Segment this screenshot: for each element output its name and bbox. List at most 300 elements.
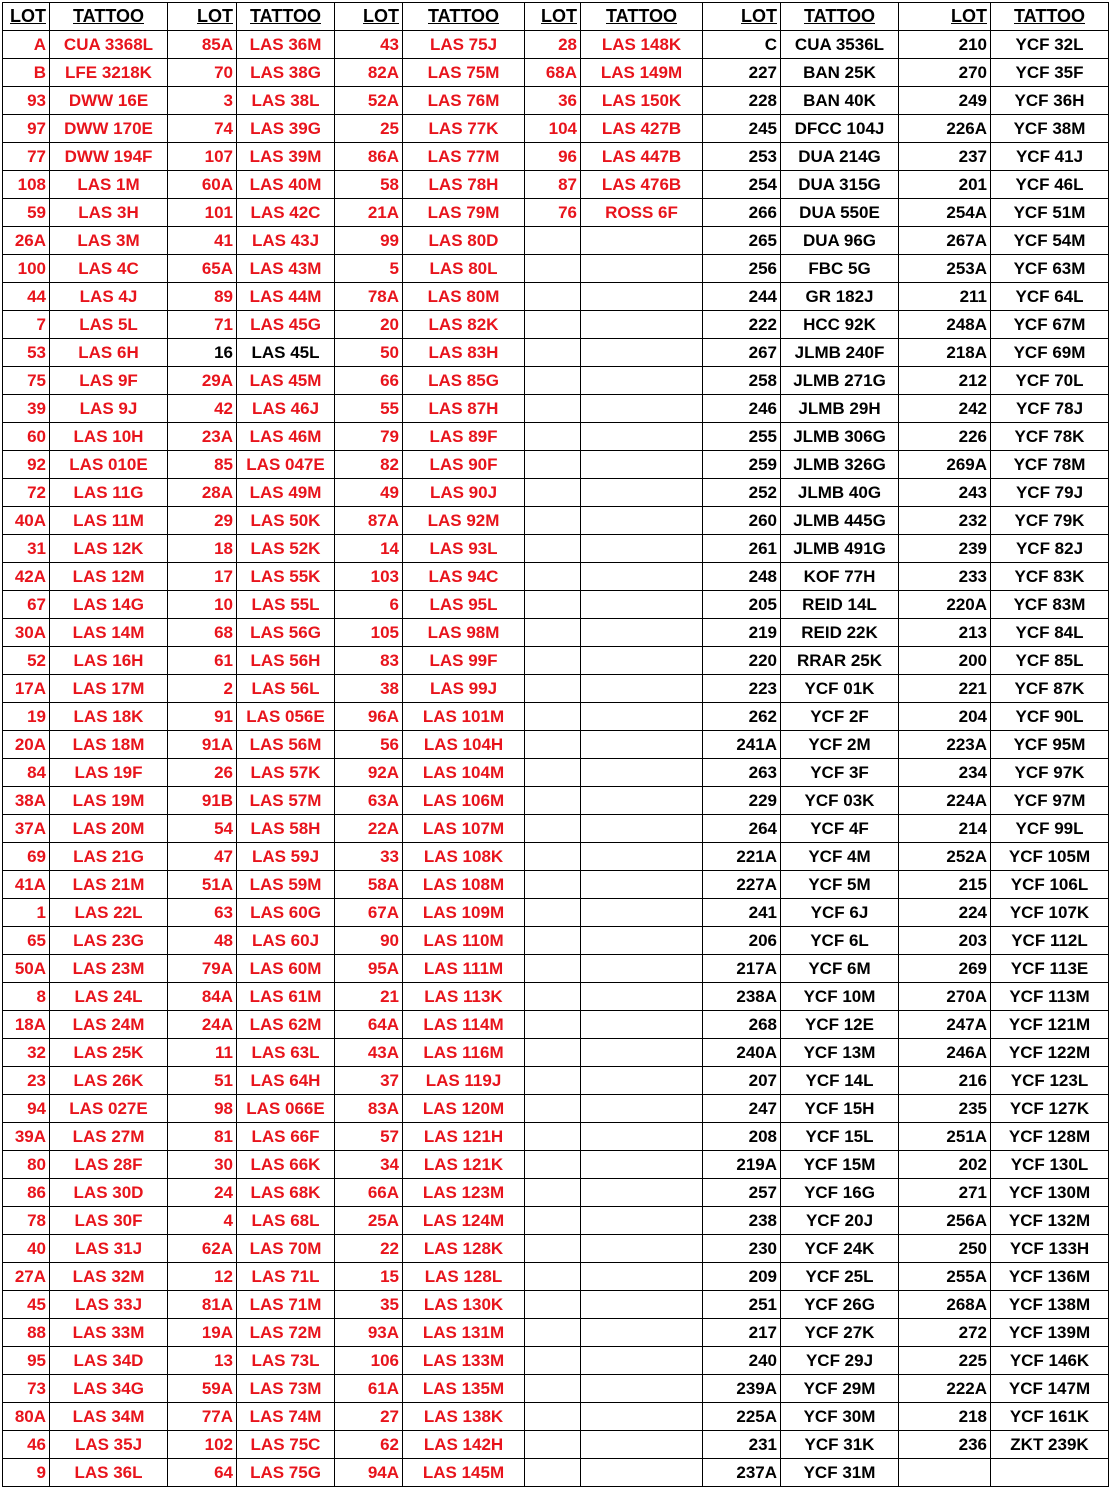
tattoo-cell: JLMB 491G <box>781 535 899 563</box>
lot-cell: 58 <box>335 171 403 199</box>
lot-cell: 212 <box>899 367 991 395</box>
tattoo-cell: LAS 99F <box>403 647 525 675</box>
lot-cell: 255A <box>899 1263 991 1291</box>
table-row <box>3 423 1109 451</box>
tattoo-cell: YCF 46L <box>991 171 1109 199</box>
lot-cell: 58A <box>335 871 403 899</box>
lot-cell: 201 <box>899 171 991 199</box>
tattoo-cell: LAS 3H <box>50 199 168 227</box>
tattoo-cell: LAS 14G <box>50 591 168 619</box>
lot-cell: 220 <box>703 647 781 675</box>
lot-cell: 11 <box>168 1039 237 1067</box>
lot-cell: 250 <box>899 1235 991 1263</box>
tattoo-cell: JLMB 326G <box>781 451 899 479</box>
tattoo-cell: LAS 56G <box>237 619 335 647</box>
lot-cell: 51A <box>168 871 237 899</box>
tattoo-cell: LAS 010E <box>50 451 168 479</box>
tattoo-cell: LAS 056E <box>237 703 335 731</box>
lot-cell: A <box>3 31 50 59</box>
table-row <box>3 1179 1109 1207</box>
lot-cell: 232 <box>899 507 991 535</box>
lot-cell: 40 <box>3 1235 50 1263</box>
tattoo-cell: LAS 30D <box>50 1179 168 1207</box>
lot-cell <box>525 1319 581 1347</box>
lot-cell <box>525 367 581 395</box>
lot-cell <box>525 1235 581 1263</box>
tattoo-cell: DWW 170E <box>50 115 168 143</box>
tattoo-cell: LAS 30F <box>50 1207 168 1235</box>
tattoo-cell: YCF 138M <box>991 1291 1109 1319</box>
tattoo-cell: REID 14L <box>781 591 899 619</box>
tattoo-cell: YCF 130M <box>991 1179 1109 1207</box>
col-header-lot: LOT <box>899 3 991 31</box>
lot-cell: 66A <box>335 1179 403 1207</box>
tattoo-cell: LAS 17M <box>50 675 168 703</box>
lot-cell: 9 <box>3 1459 50 1487</box>
table-row <box>3 1151 1109 1179</box>
tattoo-cell <box>581 787 703 815</box>
col-header-tattoo: TATTOO <box>237 3 335 31</box>
lot-cell <box>525 927 581 955</box>
lot-cell: 239A <box>703 1375 781 1403</box>
lot-cell: 48 <box>168 927 237 955</box>
tattoo-cell: LAS 447B <box>581 143 703 171</box>
tattoo-cell: LAS 80L <box>403 255 525 283</box>
tattoo-cell: YCF 29M <box>781 1375 899 1403</box>
lot-cell: 244 <box>703 283 781 311</box>
tattoo-cell: YCF 15H <box>781 1095 899 1123</box>
tattoo-cell: YCF 30M <box>781 1403 899 1431</box>
tattoo-cell: LFE 3218K <box>50 59 168 87</box>
tattoo-cell: LAS 138K <box>403 1403 525 1431</box>
lot-cell: 41 <box>168 227 237 255</box>
table-row <box>3 731 1109 759</box>
lot-cell <box>525 563 581 591</box>
lot-cell: 95A <box>335 955 403 983</box>
tattoo-cell: LAS 77M <box>403 143 525 171</box>
tattoo-cell: YCF 15L <box>781 1123 899 1151</box>
tattoo-cell: YCF 32L <box>991 31 1109 59</box>
lot-cell <box>525 899 581 927</box>
tattoo-cell: LAS 36L <box>50 1459 168 1487</box>
lot-cell <box>899 1459 991 1487</box>
tattoo-cell: YCF 63M <box>991 255 1109 283</box>
tattoo-cell <box>581 1151 703 1179</box>
tattoo-cell: HCC 92K <box>781 311 899 339</box>
tattoo-cell: JLMB 29H <box>781 395 899 423</box>
tattoo-cell: LAS 027E <box>50 1095 168 1123</box>
tattoo-cell <box>581 479 703 507</box>
tattoo-cell: LAS 21G <box>50 843 168 871</box>
tattoo-cell: LAS 49M <box>237 479 335 507</box>
lot-cell: 40A <box>3 507 50 535</box>
tattoo-cell: KOF 77H <box>781 563 899 591</box>
tattoo-cell: JLMB 445G <box>781 507 899 535</box>
tattoo-cell: YCF 20J <box>781 1207 899 1235</box>
tattoo-cell: YCF 99L <box>991 815 1109 843</box>
tattoo-cell: YCF 78M <box>991 451 1109 479</box>
lot-cell: 46 <box>3 1431 50 1459</box>
tattoo-cell <box>581 1067 703 1095</box>
tattoo-cell: YCF 79K <box>991 507 1109 535</box>
table-row <box>3 395 1109 423</box>
tattoo-cell <box>581 1403 703 1431</box>
tattoo-cell: YCF 90L <box>991 703 1109 731</box>
lot-cell: 242 <box>899 395 991 423</box>
table-row <box>3 619 1109 647</box>
tattoo-cell: BAN 25K <box>781 59 899 87</box>
lot-cell: 239 <box>899 535 991 563</box>
lot-cell: 105 <box>335 619 403 647</box>
tattoo-cell: LAS 82K <box>403 311 525 339</box>
tattoo-cell: LAS 45L <box>237 339 335 367</box>
lot-cell: 44 <box>3 283 50 311</box>
lot-cell: 96 <box>525 143 581 171</box>
tattoo-cell: DUA 550E <box>781 199 899 227</box>
tattoo-cell <box>581 367 703 395</box>
lot-cell: 226 <box>899 423 991 451</box>
lot-cell: 43A <box>335 1039 403 1067</box>
lot-cell: 53 <box>3 339 50 367</box>
lot-cell: 29 <box>168 507 237 535</box>
tattoo-cell: LAS 18K <box>50 703 168 731</box>
lot-cell: 249 <box>899 87 991 115</box>
col-header-tattoo: TATTOO <box>581 3 703 31</box>
table-row <box>3 843 1109 871</box>
lot-cell: 74 <box>168 115 237 143</box>
tattoo-cell: YCF 128M <box>991 1123 1109 1151</box>
tattoo-cell: LAS 12M <box>50 563 168 591</box>
table-row <box>3 759 1109 787</box>
tattoo-cell: JLMB 40G <box>781 479 899 507</box>
lot-cell: 264 <box>703 815 781 843</box>
tattoo-cell <box>581 647 703 675</box>
lot-cell: 50A <box>3 955 50 983</box>
lot-cell: 25A <box>335 1207 403 1235</box>
lot-cell <box>525 507 581 535</box>
lot-cell: 258 <box>703 367 781 395</box>
lot-cell <box>525 1403 581 1431</box>
tattoo-cell: LAS 149M <box>581 59 703 87</box>
tattoo-cell: YCF 107K <box>991 899 1109 927</box>
lot-cell: 59 <box>3 199 50 227</box>
tattoo-cell: YCF 146K <box>991 1347 1109 1375</box>
lot-cell: 240 <box>703 1347 781 1375</box>
lot-cell: 39A <box>3 1123 50 1151</box>
lot-cell: 68A <box>525 59 581 87</box>
lot-cell: 84 <box>3 759 50 787</box>
tattoo-cell: ZKT 239K <box>991 1431 1109 1459</box>
lot-cell: 271 <box>899 1179 991 1207</box>
lot-cell: 12 <box>168 1263 237 1291</box>
lot-cell: 229 <box>703 787 781 815</box>
lot-cell: 227 <box>703 59 781 87</box>
tattoo-cell: LAS 4C <box>50 255 168 283</box>
lot-cell: 240A <box>703 1039 781 1067</box>
table-row <box>3 983 1109 1011</box>
lot-cell <box>525 339 581 367</box>
lot-cell: 70 <box>168 59 237 87</box>
lot-cell: 56 <box>335 731 403 759</box>
table-row <box>3 1207 1109 1235</box>
lot-cell: 235 <box>899 1095 991 1123</box>
lot-cell: 253A <box>899 255 991 283</box>
lot-cell: 223A <box>899 731 991 759</box>
tattoo-cell <box>581 815 703 843</box>
lot-cell: 19A <box>168 1319 237 1347</box>
table-row <box>3 143 1109 171</box>
lot-cell <box>525 1151 581 1179</box>
lot-cell: 20A <box>3 731 50 759</box>
tattoo-cell: LAS 22L <box>50 899 168 927</box>
tattoo-cell <box>581 927 703 955</box>
lot-cell: 81A <box>168 1291 237 1319</box>
lot-cell: 26A <box>3 227 50 255</box>
lot-cell: 218A <box>899 339 991 367</box>
table-row <box>3 1235 1109 1263</box>
lot-cell <box>525 1375 581 1403</box>
lot-cell: 246 <box>703 395 781 423</box>
lot-cell: 79 <box>335 423 403 451</box>
tattoo-cell <box>581 955 703 983</box>
lot-cell: 247A <box>899 1011 991 1039</box>
lot-cell: 65A <box>168 255 237 283</box>
tattoo-cell: JLMB 240F <box>781 339 899 367</box>
tattoo-cell: GR 182J <box>781 283 899 311</box>
tattoo-cell <box>581 731 703 759</box>
lot-cell <box>525 815 581 843</box>
col-header-tattoo: TATTOO <box>991 3 1109 31</box>
lot-cell: 80A <box>3 1403 50 1431</box>
lot-cell: 60 <box>3 423 50 451</box>
tattoo-cell: LAS 28F <box>50 1151 168 1179</box>
lot-cell: 2 <box>168 675 237 703</box>
lot-cell <box>525 675 581 703</box>
tattoo-cell <box>581 1319 703 1347</box>
tattoo-cell: LAS 52K <box>237 535 335 563</box>
tattoo-cell: YCF 70L <box>991 367 1109 395</box>
table-row <box>3 1067 1109 1095</box>
table-row <box>3 647 1109 675</box>
lot-cell: 234 <box>899 759 991 787</box>
lot-cell: 25 <box>335 115 403 143</box>
table-row <box>3 927 1109 955</box>
tattoo-cell <box>581 311 703 339</box>
tattoo-cell <box>581 1179 703 1207</box>
tattoo-cell: YCF 97M <box>991 787 1109 815</box>
tattoo-cell: LAS 94C <box>403 563 525 591</box>
tattoo-cell: LAS 75M <box>403 59 525 87</box>
lot-cell: 106 <box>335 1347 403 1375</box>
tattoo-cell: DUA 214G <box>781 143 899 171</box>
tattoo-cell: LAS 066E <box>237 1095 335 1123</box>
tattoo-cell: LAS 60J <box>237 927 335 955</box>
lot-cell: 204 <box>899 703 991 731</box>
tattoo-cell <box>991 1459 1109 1487</box>
lot-cell: 228 <box>703 87 781 115</box>
lot-cell: 260 <box>703 507 781 535</box>
lot-cell: 1 <box>3 899 50 927</box>
lot-cell: 84A <box>168 983 237 1011</box>
lot-cell: 203 <box>899 927 991 955</box>
tattoo-cell <box>581 451 703 479</box>
table-row <box>3 227 1109 255</box>
tattoo-cell: JLMB 306G <box>781 423 899 451</box>
lot-cell: 60A <box>168 171 237 199</box>
table-row <box>3 339 1109 367</box>
tattoo-cell: LAS 6H <box>50 339 168 367</box>
table-row <box>3 1011 1109 1039</box>
lot-cell: 231 <box>703 1431 781 1459</box>
tattoo-cell: YCF 26G <box>781 1291 899 1319</box>
tattoo-cell: LAS 42C <box>237 199 335 227</box>
lot-cell: 83A <box>335 1095 403 1123</box>
lot-cell: 97 <box>3 115 50 143</box>
lot-cell: 42A <box>3 563 50 591</box>
tattoo-cell: LAS 5L <box>50 311 168 339</box>
lot-cell: 82A <box>335 59 403 87</box>
lot-cell: 241A <box>703 731 781 759</box>
tattoo-cell: LAS 31J <box>50 1235 168 1263</box>
tattoo-cell: LAS 35J <box>50 1431 168 1459</box>
tattoo-cell: LAS 92M <box>403 507 525 535</box>
lot-cell: 5 <box>335 255 403 283</box>
tattoo-cell: YCF 24K <box>781 1235 899 1263</box>
tattoo-cell: BAN 40K <box>781 87 899 115</box>
tattoo-cell <box>581 507 703 535</box>
lot-cell: 27 <box>335 1403 403 1431</box>
lot-cell <box>525 1431 581 1459</box>
tattoo-cell: YCF 97K <box>991 759 1109 787</box>
tattoo-cell: LAS 98M <box>403 619 525 647</box>
tattoo-cell <box>581 339 703 367</box>
tattoo-cell: LAS 11G <box>50 479 168 507</box>
lot-cell: 227A <box>703 871 781 899</box>
tattoo-cell: LAS 133M <box>403 1347 525 1375</box>
tattoo-cell: LAS 130K <box>403 1291 525 1319</box>
tattoo-cell: LAS 60M <box>237 955 335 983</box>
lot-cell: 256A <box>899 1207 991 1235</box>
tattoo-cell: LAS 64H <box>237 1067 335 1095</box>
tattoo-cell: LAS 21M <box>50 871 168 899</box>
tattoo-cell: LAS 32M <box>50 1263 168 1291</box>
lot-cell <box>525 311 581 339</box>
tattoo-cell: YCF 35F <box>991 59 1109 87</box>
tattoo-cell: LAS 18M <box>50 731 168 759</box>
tattoo-cell: LAS 24L <box>50 983 168 1011</box>
tattoo-cell <box>581 1207 703 1235</box>
lot-cell: 39 <box>3 395 50 423</box>
tattoo-cell: LAS 83H <box>403 339 525 367</box>
tattoo-cell: FBC 5G <box>781 255 899 283</box>
tattoo-cell <box>581 899 703 927</box>
tattoo-cell: LAS 85G <box>403 367 525 395</box>
tattoo-cell: LAS 99J <box>403 675 525 703</box>
tattoo-cell: DUA 96G <box>781 227 899 255</box>
lot-cell: 254A <box>899 199 991 227</box>
lot-cell: 51 <box>168 1067 237 1095</box>
tattoo-cell <box>581 591 703 619</box>
lot-cell: 219 <box>703 619 781 647</box>
tattoo-cell: YCF 132M <box>991 1207 1109 1235</box>
tattoo-cell: YCF 82J <box>991 535 1109 563</box>
lot-cell: 257 <box>703 1179 781 1207</box>
lot-cell: 89 <box>168 283 237 311</box>
lot-cell <box>525 787 581 815</box>
tattoo-cell: LAS 116M <box>403 1039 525 1067</box>
tattoo-cell: LAS 45M <box>237 367 335 395</box>
tattoo-cell: LAS 57M <box>237 787 335 815</box>
lot-cell: 92A <box>335 759 403 787</box>
lot-cell: 68 <box>168 619 237 647</box>
tattoo-cell: LAS 1M <box>50 171 168 199</box>
tattoo-cell: LAS 476B <box>581 171 703 199</box>
lot-tattoo-table <box>2 2 1109 1487</box>
lot-cell: 259 <box>703 451 781 479</box>
tattoo-cell: YCF 25L <box>781 1263 899 1291</box>
table-row <box>3 703 1109 731</box>
table-row <box>3 815 1109 843</box>
lot-cell: 88 <box>3 1319 50 1347</box>
tattoo-cell: LAS 55L <box>237 591 335 619</box>
tattoo-cell: LAS 90F <box>403 451 525 479</box>
lot-cell: 67 <box>3 591 50 619</box>
tattoo-cell: YCF 2F <box>781 703 899 731</box>
lot-cell: 63A <box>335 787 403 815</box>
lot-cell: 64A <box>335 1011 403 1039</box>
lot-cell: 13 <box>168 1347 237 1375</box>
tattoo-cell: LAS 9J <box>50 395 168 423</box>
lot-cell: 267 <box>703 339 781 367</box>
lot-cell: 37A <box>3 815 50 843</box>
lot-cell <box>525 535 581 563</box>
tattoo-cell: LAS 4J <box>50 283 168 311</box>
tattoo-cell: YCF 121M <box>991 1011 1109 1039</box>
lot-cell: 79A <box>168 955 237 983</box>
tattoo-cell: YCF 10M <box>781 983 899 1011</box>
tattoo-cell: LAS 61M <box>237 983 335 1011</box>
lot-cell: 87 <box>525 171 581 199</box>
tattoo-cell: LAS 104H <box>403 731 525 759</box>
tattoo-cell: YCF 127K <box>991 1095 1109 1123</box>
lot-cell: 221A <box>703 843 781 871</box>
tattoo-cell: LAS 106M <box>403 787 525 815</box>
lot-cell: 23 <box>3 1067 50 1095</box>
tattoo-cell: YCF 69M <box>991 339 1109 367</box>
tattoo-cell: LAS 90J <box>403 479 525 507</box>
lot-cell: 42 <box>168 395 237 423</box>
tattoo-cell <box>581 1375 703 1403</box>
lot-cell: 241 <box>703 899 781 927</box>
tattoo-cell: LAS 23M <box>50 955 168 983</box>
table-row <box>3 899 1109 927</box>
lot-cell: 30 <box>168 1151 237 1179</box>
tattoo-cell: YCF 29J <box>781 1347 899 1375</box>
table-row <box>3 199 1109 227</box>
tattoo-cell: LAS 93L <box>403 535 525 563</box>
lot-cell: 99 <box>335 227 403 255</box>
lot-cell <box>525 647 581 675</box>
tattoo-cell: YCF 79J <box>991 479 1109 507</box>
tattoo-cell: LAS 39M <box>237 143 335 171</box>
lot-cell: 247 <box>703 1095 781 1123</box>
tattoo-cell: LAS 72M <box>237 1319 335 1347</box>
tattoo-cell: LAS 55K <box>237 563 335 591</box>
tattoo-cell: YCF 123L <box>991 1067 1109 1095</box>
lot-cell: 272 <box>899 1319 991 1347</box>
tattoo-cell: LAS 57K <box>237 759 335 787</box>
tattoo-cell: LAS 11M <box>50 507 168 535</box>
